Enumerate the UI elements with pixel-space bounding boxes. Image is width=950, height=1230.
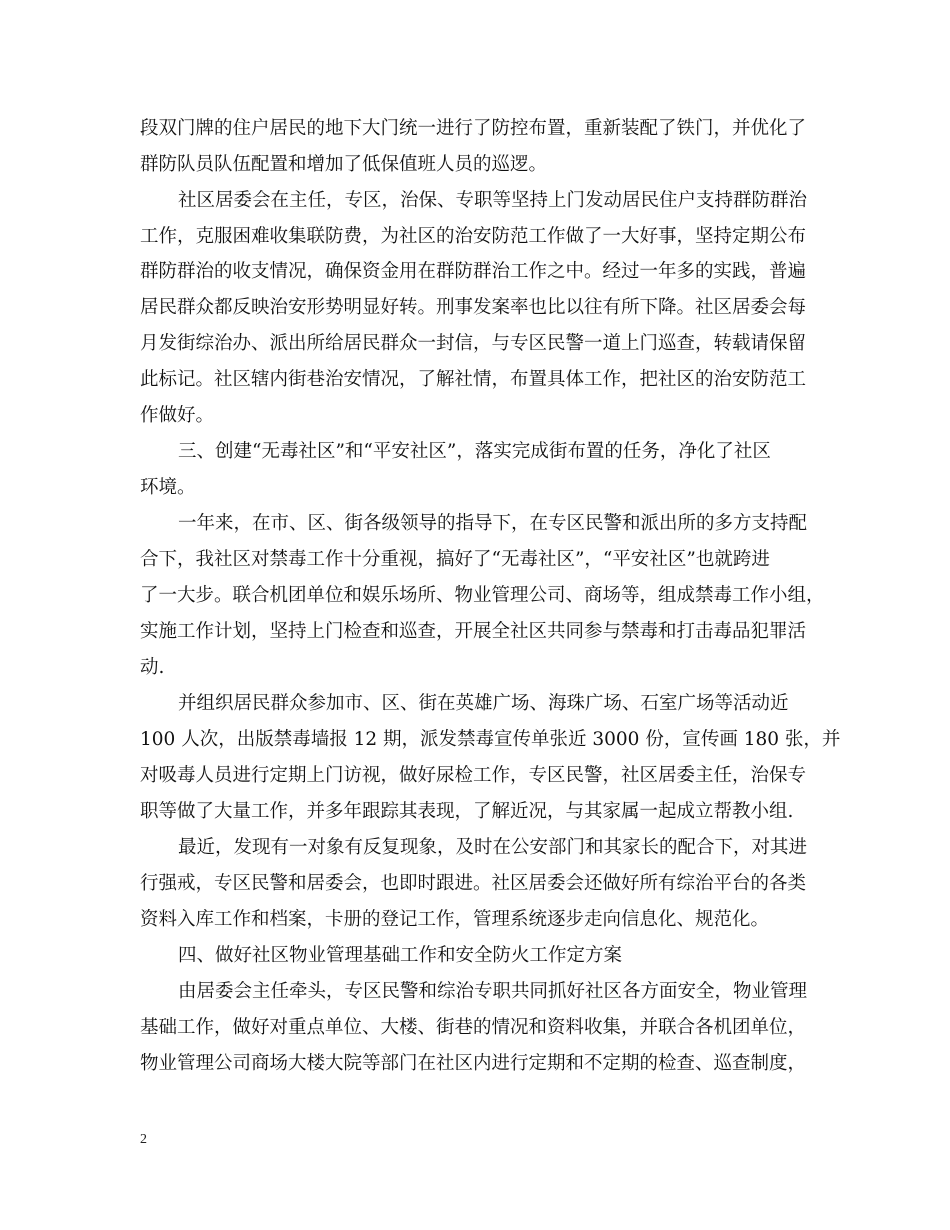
text-line: 段双门牌的住户居民的地下大门统一进行了防控布置，重新装配了铁门，并优化了 <box>140 118 807 139</box>
text-line: 社区居委会在主任，专区，治保、专职等坚持上门发动居民住户支持群防群治 <box>178 190 808 211</box>
text-line: 此标记。社区辖内街巷治安情况，了解社情，布置具体工作，把社区的治安防范工 <box>140 369 807 390</box>
text-line: 月发街综治办、派出所给居民群众一封信，与专区民警一道上门巡查，转载请保留 <box>140 333 807 354</box>
text-line: 资料入库工作和档案，卡册的登记工作，管理系统逐步走向信息化、规范化。 <box>140 909 770 930</box>
text-line: 基础工作，做好对重点单位、大楼、街巷的情况和资料收集，并联合各机团单位， <box>140 1017 807 1038</box>
text-line: 群防队员队伍配置和增加了低保值班人员的巡逻。 <box>140 154 548 175</box>
text-line: 最近，发现有一对象有反复现象，及时在公安部门和其家长的配合下，对其进 <box>178 837 808 858</box>
text-line: 环境。 <box>140 477 196 498</box>
text-line: 了一大步。联合机团单位和娱乐场所、物业管理公司、商场等，组成禁毒工作小组， <box>140 585 825 606</box>
text-line: 合下，我社区对禁毒工作十分重视，搞好了“无毒社区”，“平安社区”也就跨进 <box>140 549 770 570</box>
text-line: 行强戒，专区民警和居委会，也即时跟进。社区居委会还做好所有综治平台的各类 <box>140 873 807 894</box>
text-line: 作做好。 <box>140 405 215 426</box>
section-heading: 三、创建“无毒社区”和“平安社区”，落实完成街布置的任务，净化了社区 <box>178 441 771 462</box>
text-line: 对吸毒人员进行定期上门访视，做好尿检工作，专区民警，社区居委主任，治保专 <box>140 765 807 786</box>
page-number: 2 <box>140 1132 147 1147</box>
text-line: 工作，克服困难收集联防费，为社区的治安防范工作做了一大好事，坚持定期公布 <box>140 226 807 247</box>
text-line: 一年来，在市、区、街各级领导的指导下，在专区民警和派出所的多方支持配 <box>178 513 808 534</box>
section-heading: 四、做好社区物业管理基础工作和安全防火工作定方案 <box>178 945 623 966</box>
text-line: 居民群众都反映治安形势明显好转。刑事发案率也比以往有所下降。社区居委会每 <box>140 297 807 318</box>
text-line: 并组织居民群众参加市、区、街在英雄广场、海珠广场、石室广场等活动近 <box>178 693 789 714</box>
text-line: 由居委会主任牵头，专区民警和综治专职共同抓好社区各方面安全，物业管理 <box>178 981 808 1002</box>
text-line: 动. <box>140 657 165 678</box>
text-line: 职等做了大量工作，并多年跟踪其表现，了解近况，与其家属一起成立帮教小组. <box>140 801 794 822</box>
text-line: 群防群治的收支情况，确保资金用在群防群治工作之中。经过一年多的实践，普遍 <box>140 261 807 282</box>
text-line: 100 人次，出版禁毒墙报 12 期，派发禁毒宣传单张近 3000 份，宣传画 180 张，并 <box>140 729 841 750</box>
text-line: 物业管理公司商场大楼大院等部门在社区内进行定期和不定期的检查、巡查制度， <box>140 1053 807 1074</box>
text-line: 实施工作计划，坚持上门检查和巡查，开展全社区共同参与禁毒和打击毒品犯罪活 <box>140 621 807 642</box>
